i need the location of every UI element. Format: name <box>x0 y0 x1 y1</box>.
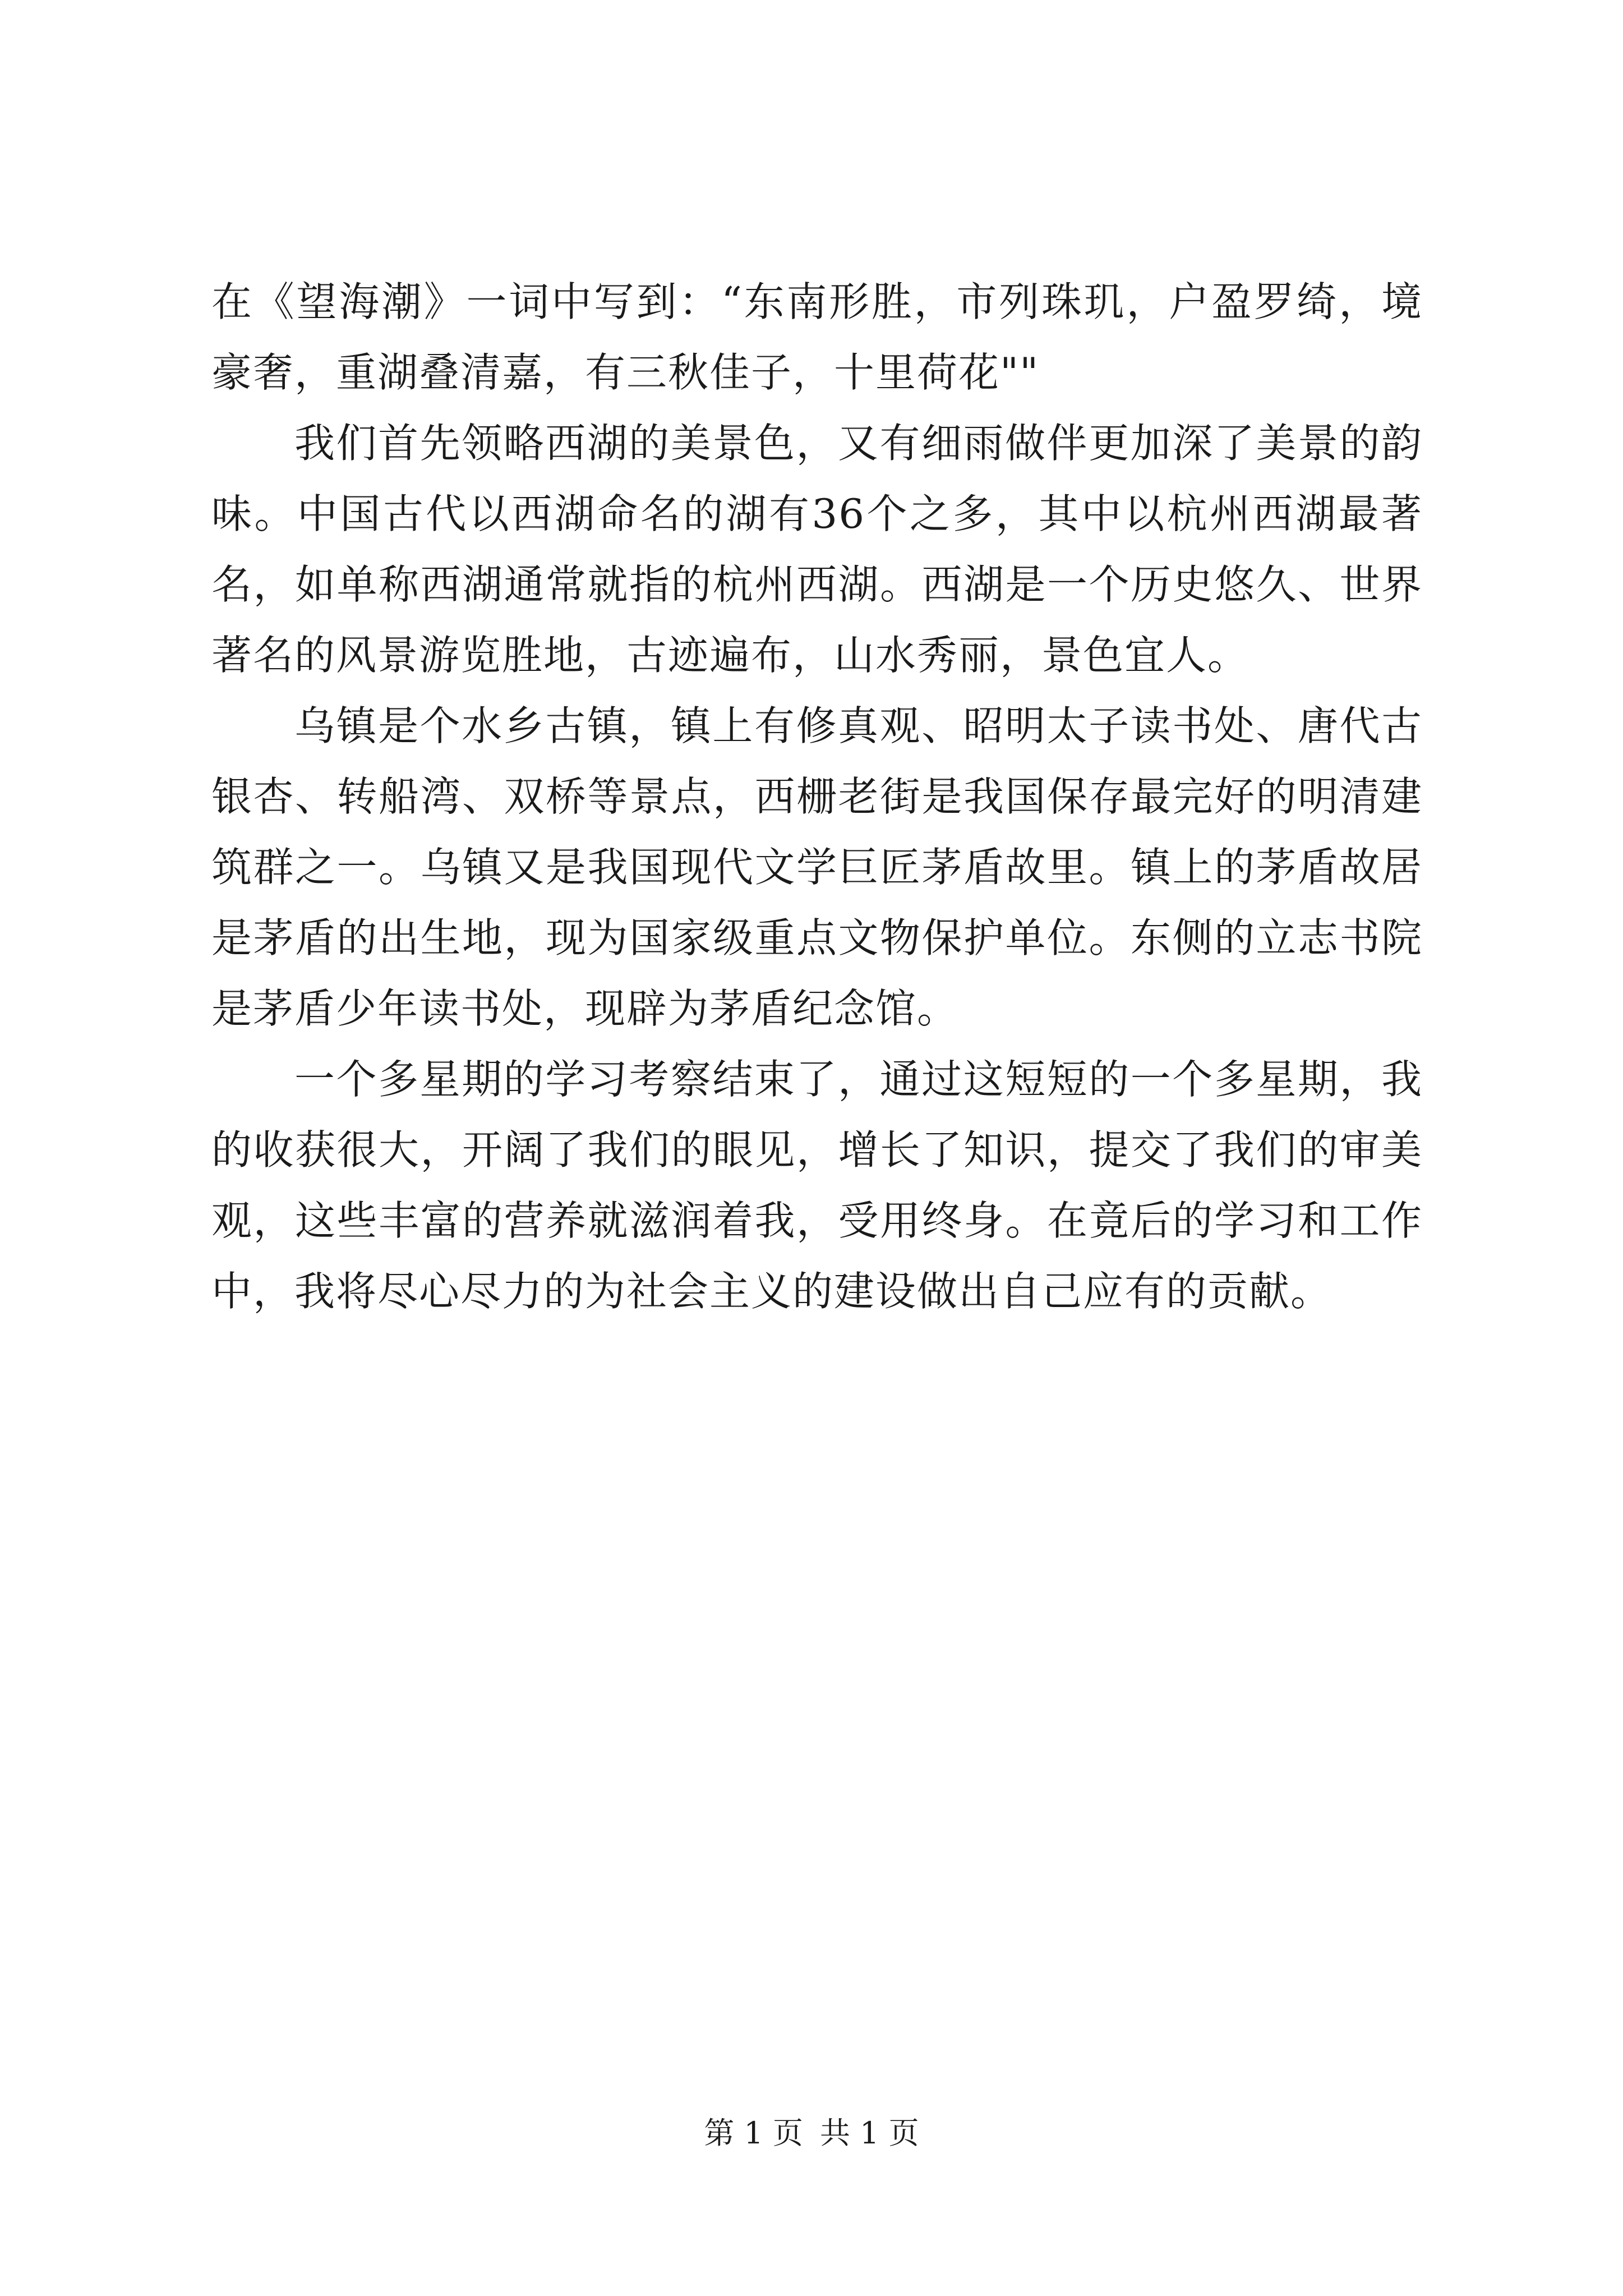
paragraph-4: 一个多星期的学习考察结束了，通过这短短的一个多星期，我的收获很大，开阔了我们的眼见，增长了知识，提交了我们的审美观，这些丰富的营养就滋润着我，受用终身。在竟后的学习和工作中，我将尽心尽力的为社会主义的建设做出自己应有的贡献。 <box>211 1056 1423 1315</box>
paragraph-1: 在《望海潮》一词中写到：“东南形胜，市列珠玑，户盈罗绮，境豪奢，重湖叠清嘉，有三秋佳子，十里荷花"" <box>211 278 1423 396</box>
document-body <box>211 266 1423 1327</box>
paragraph-3: 乌镇是个水乡古镇，镇上有修真观、昭明太子读书处、唐代古银杏、转船湾、双桥等景点，西栅老街是我国保存最完好的明清建筑群之一。乌镇又是我国现代文学巨匠茅盾故里。镇上的茅盾故居是茅盾的出生地，现为国家级重点文物保护单位。东侧的立志书院是茅盾少年读书处，现辟为茅盾纪念馆。 <box>211 702 1423 1032</box>
paragraph-2: 我们首先领略西湖的美景色，又有细雨做伴更加深了美景的韵味。中国古代以西湖命名的湖有36个之多，其中以杭州西湖最著名，如单称西湖通常就指的杭州西湖。西湖是一个历史悠久、世界著名的风景游览胜地，古迹遍布，山水秀丽，景色宜人。 <box>211 420 1423 679</box>
page-number: 第 1 页 <box>704 2115 803 2151</box>
page-total: 共 1 页 <box>820 2115 919 2151</box>
page-footer <box>0 2114 1623 2153</box>
